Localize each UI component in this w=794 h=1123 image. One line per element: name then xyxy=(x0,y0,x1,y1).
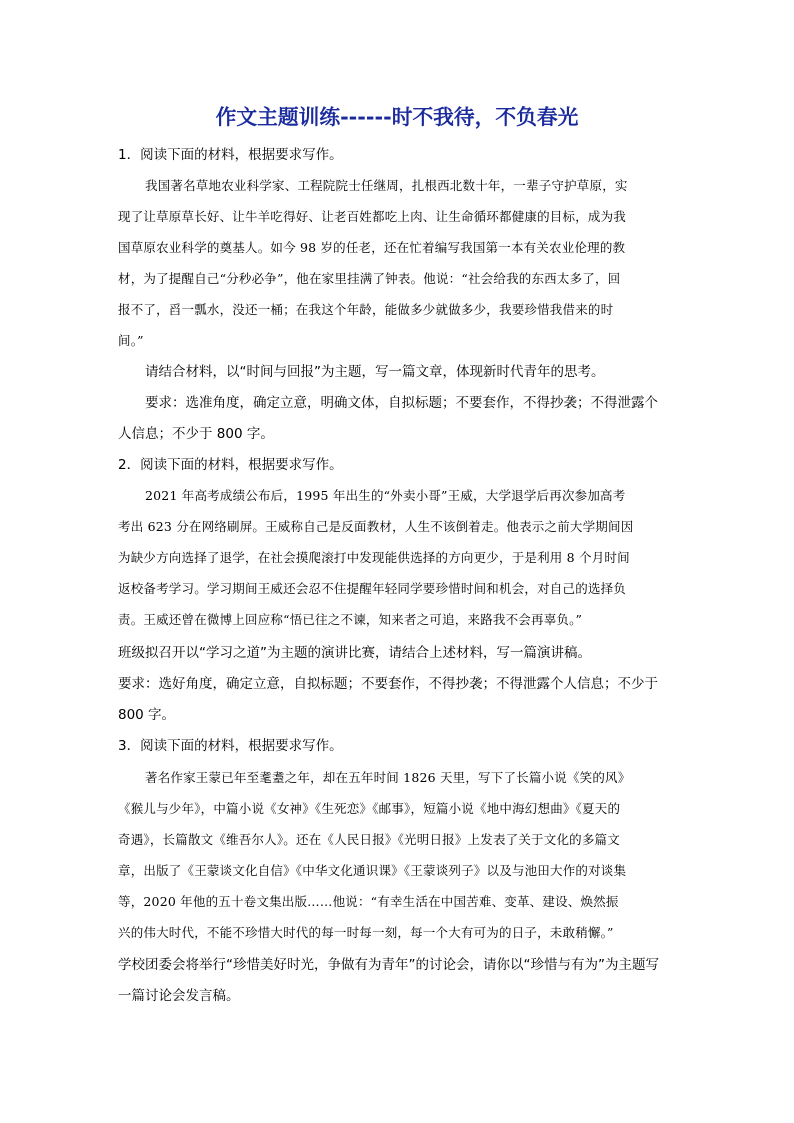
question-2-requirement: 800 字。 xyxy=(118,707,176,723)
question-2-requirement: 要求：选好角度，确定立意，自拟标题；不要套作，不得抄袭；不得泄露个人信息；不少于 xyxy=(118,676,658,692)
question-3-prompt: 一篇讨论会发言稿。 xyxy=(118,988,240,1004)
question-2-material-line: 返校备考学习。学习期间王威还会忍不住提醒年轻同学要珍惜时间和机会，对自己的选择负 xyxy=(118,581,627,596)
question-1-material-line: 现了让草原草长好、让牛羊吃得好、让老百姓都吃上肉、让生命循环都健康的目标，成为我 xyxy=(118,209,627,224)
question-1-material-line: 我国著名草地农业科学家、工程院院士任继周，扎根西北数十年，一辈子守护草原，实 xyxy=(145,178,628,193)
question-1-material-line: 国草原农业科学的奠基人。如今 98 岁的任老，还在忙着编写我国第一本有关农业伦理的教 xyxy=(118,240,626,255)
question-2-prompt: 班级拟召开以“学习之道”为主题的演讲比赛，请结合上述材料，写一篇演讲稿。 xyxy=(118,645,591,661)
question-1-heading: 1．阅读下面的材料，根据要求写作。 xyxy=(118,147,343,163)
question-2-material-line: 2021 年高考成绩公布后，1995 年出生的“外卖小哥”王威，大学退学后再次参加高考 xyxy=(145,488,626,503)
question-1-requirement: 要求：选准角度，确定立意，明确文体，自拟标题；不要套作，不得抄袭；不得泄露个 xyxy=(145,395,658,411)
page-title: 作文主题训练------时不我待，不负春光 xyxy=(215,105,579,129)
question-3-material-line: 《猴儿与少年》，中篇小说《女神》《生死恋》《邮事》，短篇小说《地中海幻想曲》《夏天的 xyxy=(118,801,621,816)
question-3-material-line: 著名作家王蒙已年至耄耋之年，却在五年时间 1826 天里，写下了长篇小说《笑的风》 xyxy=(145,770,631,785)
question-3-heading: 3．阅读下面的材料，根据要求写作。 xyxy=(118,738,343,754)
question-1-requirement: 人信息；不少于 800 字。 xyxy=(118,426,274,442)
question-2-material-line: 责。王威还曾在微博上回应称“悟已往之不谏，知来者之可追，来路我不会再辜负。” xyxy=(118,612,583,627)
question-1-material-line: 报不了，舀一瓢水，没还一桶；在我这个年龄，能做多少就做多少，我要珍惜我借来的时 xyxy=(118,302,614,317)
question-2-heading: 2．阅读下面的材料，根据要求写作。 xyxy=(118,457,343,473)
question-3-material-line: 等，2020 年他的五十卷文集出版……他说：“有幸生活在中国苦难、变革、建设、焕然振 xyxy=(118,894,619,909)
question-1-prompt: 请结合材料，以“时间与回报”为主题，写一篇文章，体现新时代青年的思考。 xyxy=(145,364,605,380)
question-3-material-line: 兴的伟大时代，不能不珍惜大时代的每一时每一刻，每一个大有可为的日子，未敢稍懈。” xyxy=(118,925,614,940)
question-3-material-line: 奇遇》，长篇散文《维吾尔人》。还在《人民日报》《光明日报》上发表了关于文化的多篇文 xyxy=(118,832,620,847)
question-2-material-line: 考出 623 分在网络刷屏。王威称自己是反面教材，人生不该倒着走。他表示之前大学期间因 xyxy=(118,519,634,534)
question-3-material-line: 章，出版了《王蒙谈文化自信》《中华文化通识课》《王蒙谈列子》以及与池田大作的对谈集 xyxy=(118,863,627,878)
question-2-material-line: 为缺少方向选择了退学，在社会摸爬滚打中发现能供选择的方向更少，于是利用 8 个月时间 xyxy=(118,550,630,565)
question-1-material-line: 间。” xyxy=(118,333,144,348)
question-3-prompt: 学校团委会将举行“珍惜美好时光，争做有为青年”的讨论会，请你以“珍惜与有为”为主题写 xyxy=(118,957,659,973)
question-1-material-line: 材，为了提醒自己“分秒必争”，他在家里挂满了钟表。他说：“社会给我的东西太多了，回 xyxy=(118,271,621,286)
